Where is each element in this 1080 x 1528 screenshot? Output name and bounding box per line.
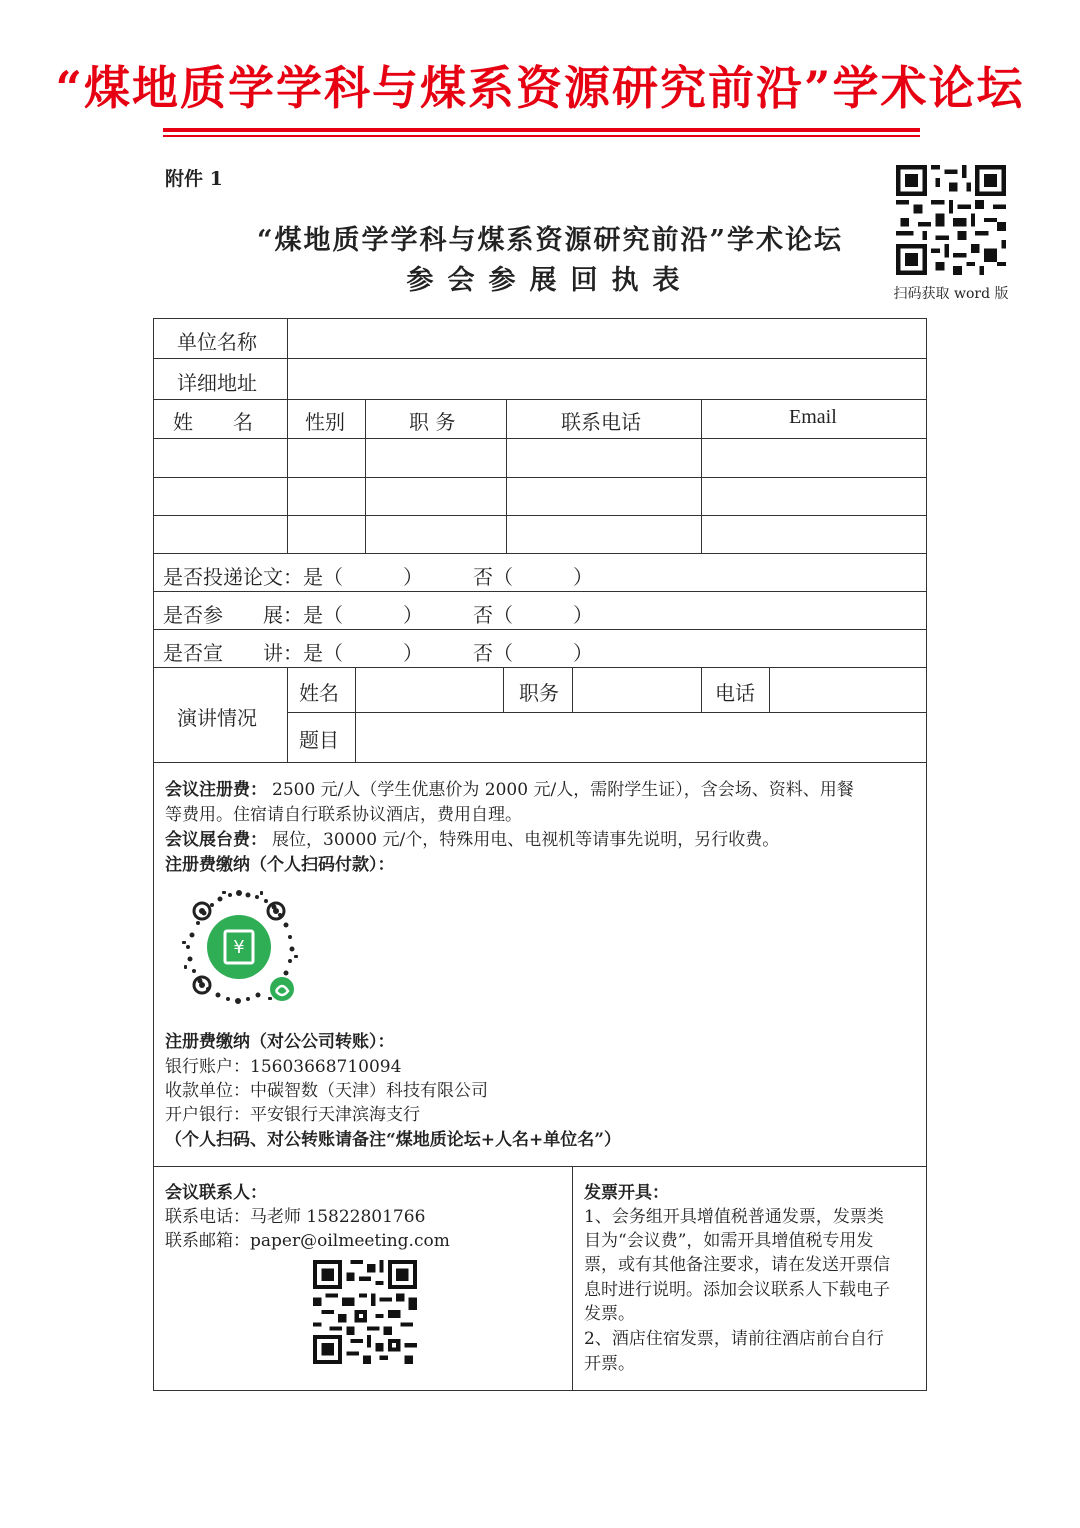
header-email: Email: [789, 406, 837, 428]
bank-name: 开户银行：平安银行天津滨海支行: [165, 1105, 420, 1125]
contact-email[interactable]: 联系邮箱：paper@oilmeeting.com: [165, 1231, 450, 1251]
row-rule: [153, 629, 927, 630]
booth-fee-label: 会议展台费：: [165, 830, 267, 850]
invoice-line: 2、酒店住宿发票，请前往酒店前台自行: [584, 1329, 884, 1349]
payee: 收款单位：中碳智数（天津）科技有限公司: [165, 1081, 488, 1101]
border-left: [153, 318, 154, 1391]
col-rule: [287, 318, 288, 553]
row-rule: [287, 712, 927, 713]
banner-rule: [163, 128, 920, 132]
speech-topic-label: 题目: [299, 728, 339, 752]
col-rule: [506, 399, 507, 553]
wechat-pay-code[interactable]: [172, 885, 306, 1013]
qr-code-word-download[interactable]: [896, 165, 1006, 275]
speech-phone-label: 电话: [715, 681, 755, 705]
annex-label: 附件 1: [165, 168, 223, 190]
speech-question: 是否宣 讲：是（ ） 否（ ）: [163, 641, 593, 665]
col-rule: [572, 667, 573, 712]
form-subtitle: 参会参展回执表: [406, 265, 694, 296]
header-name: 姓 名: [173, 410, 253, 434]
unit-name-label: 单位名称: [177, 330, 257, 354]
bank-account: 银行账户：15603668710094: [165, 1057, 402, 1077]
col-rule: [572, 1166, 573, 1391]
header-position: 职 务: [409, 410, 456, 434]
row-rule: [153, 438, 927, 439]
invoice-line: 1、会务组开具增值税普通发票，发票类: [584, 1207, 884, 1227]
col-rule: [701, 399, 702, 553]
pay-company-label: 注册费缴纳（对公公司转账）：: [165, 1032, 395, 1052]
col-rule: [769, 667, 770, 712]
header-phone: 联系电话: [561, 410, 641, 434]
invoice-line: 开票。: [584, 1354, 635, 1374]
contact-title: 会议联系人：: [165, 1183, 267, 1203]
col-rule: [701, 667, 702, 712]
reg-fee-text: 2500 元/人（学生优惠价为 2000 元/人，需附学生证），含会场、资料、用餐: [272, 780, 854, 800]
row-rule: [153, 1166, 927, 1167]
contact-phone: 联系电话：马老师 15822801766: [165, 1207, 426, 1227]
invoice-line: 发票。: [584, 1304, 635, 1324]
invoice-line: 目为“会议费”，如需开具增值税专用发: [584, 1231, 874, 1251]
form-title: “煤地质学学科与煤系资源研究前沿”学术论坛: [256, 225, 844, 256]
border-top: [153, 318, 927, 319]
row-rule: [153, 515, 927, 516]
invoice-line: 票，或有其他备注要求，请在发送开票信: [584, 1255, 890, 1275]
invoice-title: 发票开具：: [584, 1183, 669, 1203]
row-rule: [153, 399, 927, 400]
banner-title: “煤地质学学科与煤系资源研究前沿”学术论坛: [55, 61, 1025, 115]
banner-rule-thin: [163, 135, 920, 137]
header-gender: 性别: [305, 410, 345, 434]
pay-personal-label: 注册费缴纳（个人扫码付款）：: [165, 855, 395, 875]
speech-position-label: 职务: [519, 681, 559, 705]
col-rule: [287, 667, 288, 762]
address-label: 详细地址: [177, 371, 257, 395]
col-rule: [365, 399, 366, 553]
speech-name-label: 姓名: [299, 681, 339, 705]
paper-question: 是否投递论文：是（ ） 否（ ）: [163, 565, 593, 589]
border-right: [926, 318, 927, 1391]
border-bottom: [153, 1390, 927, 1391]
row-rule: [153, 553, 927, 554]
invoice-line: 息时进行说明。添加会议联系人下载电子: [584, 1280, 890, 1300]
reg-fee-label: 会议注册费：: [165, 780, 267, 800]
col-rule: [503, 667, 504, 712]
contact-qr-code[interactable]: [312, 1260, 418, 1364]
svg-text:¥: ¥: [233, 937, 245, 958]
exhibit-question: 是否参 展：是（ ） 否（ ）: [163, 603, 593, 627]
col-rule: [355, 667, 356, 762]
reg-fee-text-cont: 等费用。住宿请自行联系协议酒店，费用自理。: [165, 805, 522, 825]
row-rule: [153, 762, 927, 763]
row-rule: [153, 358, 927, 359]
booth-fee-text: 展位，30000 元/个，特殊用电、电视机等请事先说明，另行收费。: [272, 830, 780, 850]
row-rule: [153, 591, 927, 592]
speech-info-label: 演讲情况: [177, 706, 257, 730]
qr-word-caption: 扫码获取 word 版: [893, 286, 1009, 302]
row-rule: [153, 477, 927, 478]
row-rule: [153, 667, 927, 668]
payment-note: （个人扫码、对公转账请备注“煤地质论坛+人名+单位名”）: [165, 1130, 622, 1150]
